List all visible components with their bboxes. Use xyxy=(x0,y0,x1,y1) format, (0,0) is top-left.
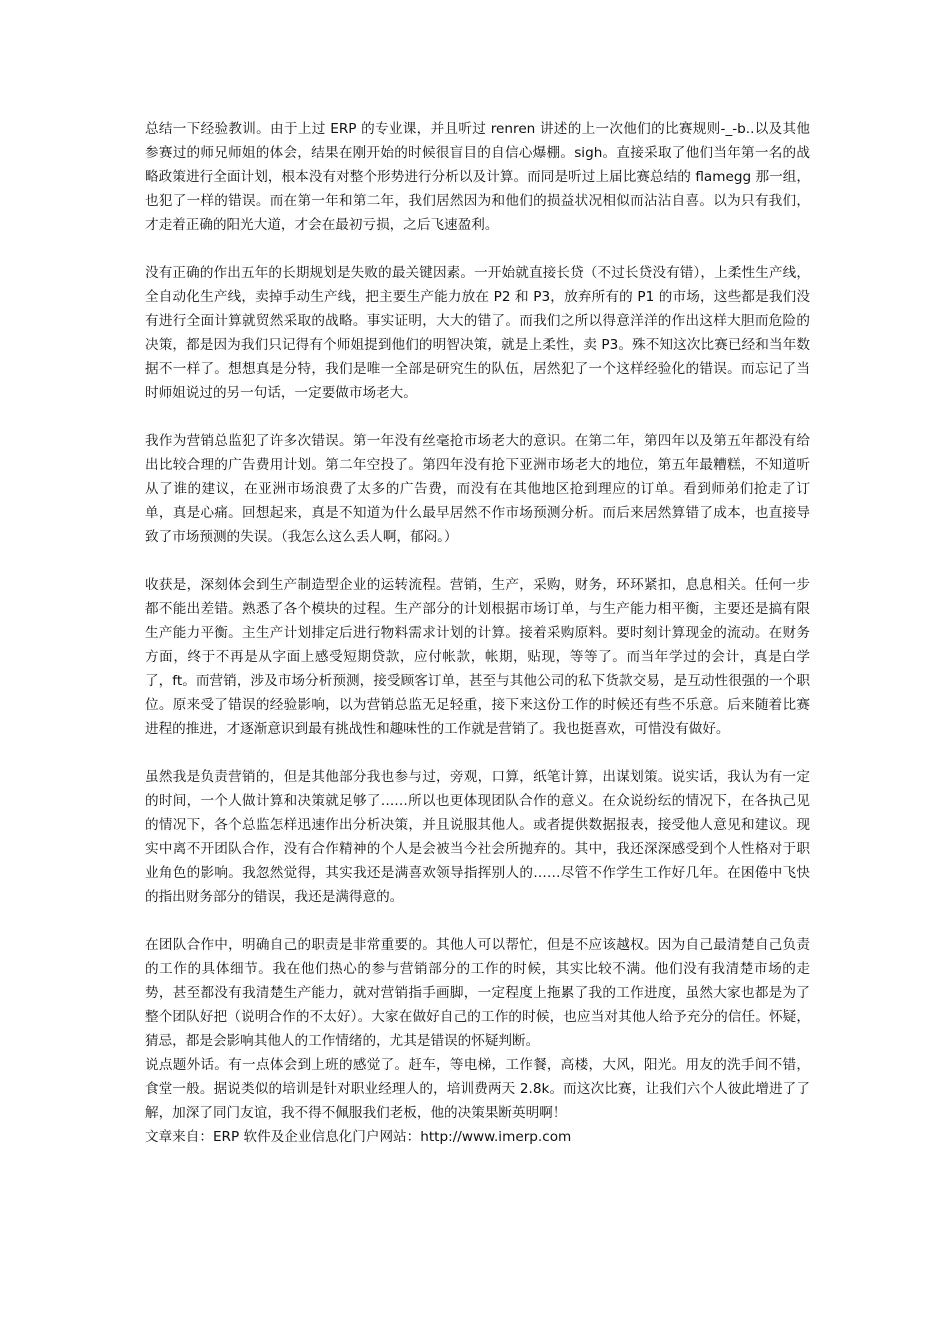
paragraph-gap xyxy=(145,237,810,261)
paragraph-gap xyxy=(145,909,810,933)
paragraph-gap xyxy=(145,405,810,429)
paragraph-gap xyxy=(145,549,810,573)
paragraph-gains: 收获是，深刻体会到生产制造型企业的运转流程。营销，生产，采购，财务，环环紧扣，息息相关。任何一步都不能出差错。熟悉了各个模块的过程。生产部分的计划根据市场订单，与生产能力相平衡，主要还是搞有限生产能力平衡。主生产计划排定后进行物料需求计划的计算。接着采购原料。要时刻计算现金的流动。在财务方面，终于不再是从字面上感受短期贷款，应付帐款，帐期，贴现，等等了。而当年学过的会计，真是白学了，ft。而营销，涉及市场分析预测，接受顾客订单，甚至与其他公司的私下货款交易，是互动性很强的一个职位。原来受了错误的经验影响，以为营销总监无足轻重，接下来这份工作的时候还有些不乐意。后来随着比赛进程的推进，才逐渐意识到最有挑战性和趣味性的工作就是营销了。我也挺喜欢，可惜没有做好。 xyxy=(145,577,810,737)
paragraph-teamwork: 虽然我是负责营销的，但是其他部分我也参与过，旁观，口算，纸笔计算，出谋划策。说实话，我认为有一定的时间，一个人做计算和决策就足够了……所以也更体现团队合作的意义。在众说纷纭的情况下，在各执己见的情况下，各个总监怎样迅速作出分析决策，并且说服其他人。或者提供数据报表，接受他人意见和建议。现实中离不开团队合作，没有合作精神的个人是会被当今社会所抛弃的。其中，我还深深感受到个人性格对于职业角色的影响。我忽然觉得，其实我还是满喜欢领导指挥别人的……尽管不作学生工作好几年。在困倦中飞快的指出财务部分的错误，我还是满得意的。 xyxy=(145,769,810,905)
source-note: 文章来自：ERP 软件及企业信息化门户网站：http://www.imerp.com xyxy=(145,1129,572,1145)
paragraph-marketing-mistakes: 我作为营销总监犯了许多次错误。第一年没有丝毫抢市场老大的意识。在第二年，第四年以及第五年都没有给出比较合理的广告费用计划。第二年空投了。第四年没有抢下亚洲市场老大的地位，第五年最糟糕，不知道听从了谁的建议，在亚洲市场浪费了太多的广告费，而没有在其他地区抢到理应的订单。看到师弟们抢走了订单，真是心痛。回想起来，真是不知道为什么最早居然不作市场预测分析。而后来居然算错了成本，也直接导致了市场预测的失误。（我怎么这么丢人啊，郁闷。） xyxy=(145,433,810,545)
paragraph-lessons: 总结一下经验教训。由于上过 ERP 的专业课，并且听过 renren 讲述的上一次他们的比赛规则-_-b..以及其他参赛过的师兄师姐的体会，结果在刚开始的时候很盲目的自信心爆棚。sigh。直接采取了他们当年第一名的战略政策进行全面计划，根本没有对整个形势进行分析以及计算。而同是听过上届比赛总结的 flamegg 那一组，也犯了一样的错误。而在第一年和第二年，我们居然因为和他们的损益状况相似而沾沾自喜。以为只有我们，才走着正确的阳光大道，才会在最初亏损，之后飞速盈利。 xyxy=(145,121,810,233)
article-body xyxy=(145,117,810,1149)
paragraph-responsibility: 在团队合作中，明确自己的职责是非常重要的。其他人可以帮忙，但是不应该越权。因为自己最清楚自己负责的工作的具体细节。我在他们热心的参与营销部分的工作的时候，其实比较不满。他们没有我清楚市场的走势，甚至都没有我清楚生产能力，就对营销指手画脚，一定程度上拖累了我的工作进度，虽然大家也都是为了整个团队好把（说明合作的不太好）。大家在做好自己的工作的时候，也应当对其他人给予充分的信任。怀疑，猜忌，都是会影响其他人的工作情绪的，尤其是错误的怀疑判断。 xyxy=(145,937,810,1049)
paragraph-gap xyxy=(145,741,810,765)
paragraph-aside: 说点题外话。有一点体会到上班的感觉了。赶车，等电梯，工作餐，高楼，大风，阳光。用友的洗手间不错，食堂一般。据说类似的培训是针对职业经理人的，培训费两天 2.8k。而这次比赛，让我们六个人彼此增进了了解，加深了同门友谊，我不得不佩服我们老板，他的决策果断英明啊！ xyxy=(145,1057,810,1121)
paragraph-planning: 没有正确的作出五年的长期规划是失败的最关键因素。一开始就直接长贷（不过长贷没有错），上柔性生产线，全自动化生产线，卖掉手动生产线，把主要生产能力放在 P2 和 P3，放弃所有的 P1 的市场，这些都是我们没有进行全面计算就贸然采取的战略。事实证明，大大的错了。而我们之所以得意洋洋的作出这样大胆而危险的决策，都是因为我们只记得有个师姐提到他们的明智决策，就是上柔性，卖 P3。殊不知这次比赛已经和当年数据不一样了。想想真是分特，我们是唯一全部是研究生的队伍，居然犯了一个这样经验化的错误。而忘记了当时师姐说过的另一句话，一定要做市场老大。 xyxy=(145,265,810,401)
